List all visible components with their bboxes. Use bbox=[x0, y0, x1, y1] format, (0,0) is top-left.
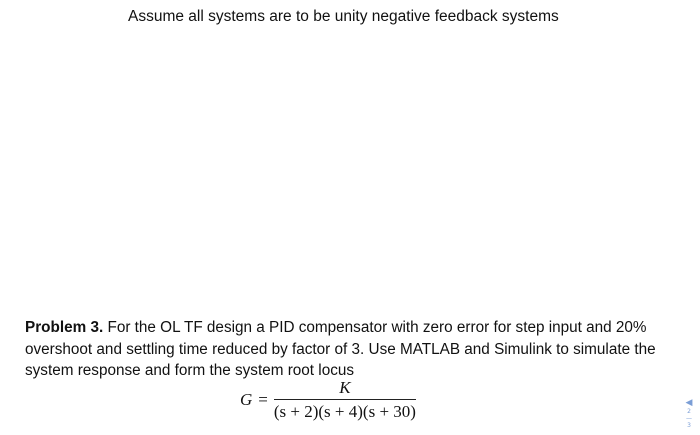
problem-text: For the OL TF design a PID compensator with zero error for step input and 20% overshoot and settling time reduced by factor of 3. Use MATLAB and Simulink to simulate the system response and form the system root locus bbox=[25, 319, 656, 379]
transfer-function-formula bbox=[240, 377, 416, 423]
total-pages: 3 bbox=[687, 422, 691, 429]
header-note: Assume all systems are to be unity negative feedback systems bbox=[128, 8, 559, 25]
problem-label: Problem 3. bbox=[25, 319, 104, 336]
page-navigation[interactable] bbox=[683, 398, 695, 434]
formula-equals: = bbox=[258, 390, 268, 409]
formula-denominator: (s + 2)(s + 4)(s + 30) bbox=[273, 402, 416, 421]
formula-fraction bbox=[274, 378, 416, 422]
page-separator: — bbox=[686, 415, 692, 422]
formula-lhs: G bbox=[240, 390, 253, 409]
formula-numerator: K bbox=[339, 378, 351, 397]
problem-paragraph bbox=[25, 317, 673, 382]
current-page: 2 bbox=[687, 408, 691, 415]
problem-statement bbox=[25, 317, 673, 382]
triangle-left-icon[interactable]: ◀ bbox=[685, 398, 693, 408]
